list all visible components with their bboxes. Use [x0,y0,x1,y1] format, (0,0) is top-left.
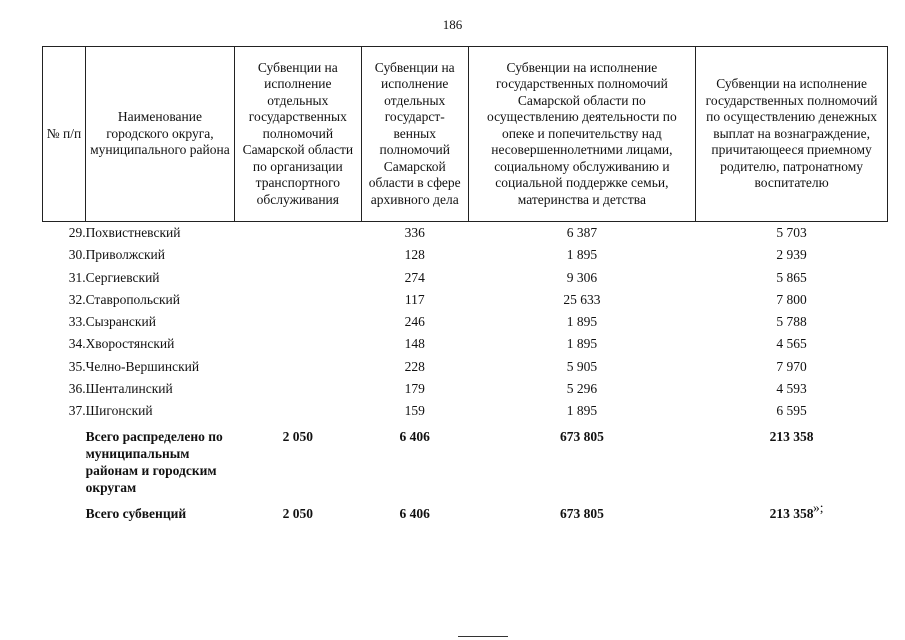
table-row [43,311,888,333]
row-name: Ставропольский [85,291,181,307]
row-number: 33. [68,314,86,330]
total-distributed-c1: 2 050 [282,428,314,444]
footer-dash [458,636,508,637]
row-number: 36. [68,381,86,397]
header-name: Наименование городского округа, муниципального района [86,47,235,222]
row-foster-payment-value: 2 939 [776,247,807,263]
row-name: Сызранский [85,314,156,330]
row-foster-payment-value: 5 703 [776,225,807,240]
table-row [43,400,888,422]
row-number: 32. [68,291,86,307]
header-transport-subvention: Субвенции на исполнение отдельных государственных полномочий Самарской области по организации транспортного обслуживания [234,47,361,222]
row-archive-value: 228 [404,358,425,374]
total-c3: 673 805 [559,505,604,521]
row-guardianship-value: 9 306 [566,269,598,285]
row-foster-payment-value: 5 788 [776,314,807,330]
totals-body [43,423,888,522]
table-header-row [43,47,888,222]
row-guardianship-value: 5 905 [566,358,598,374]
row-guardianship-value: 1 895 [566,314,598,330]
row-guardianship-value: 1 895 [566,336,598,352]
row-number: 35. [68,358,86,374]
subventions-table [42,46,888,522]
row-transport-value [234,333,361,355]
row-guardianship-value: 5 296 [566,381,598,397]
row-number: 31. [68,269,86,285]
row-archive-value: 148 [404,336,425,352]
row-archive-value: 128 [404,247,425,263]
table-body [43,222,888,423]
row-number: 29. [68,225,86,240]
table-row [43,267,888,289]
header-num: № п/п [43,47,86,222]
row-guardianship-value: 6 387 [566,225,598,240]
row-number: 34. [68,336,86,352]
total-label: Всего субвенций [85,505,187,521]
row-archive-value: 274 [404,269,425,285]
row-archive-value: 179 [404,381,425,397]
total-c2: 6 406 [399,505,430,521]
row-foster-payment-value: 4 593 [776,381,807,397]
row-name: Сергиевский [85,269,160,285]
total-distributed-c4: 213 358 [769,428,814,444]
row-number: 37. [68,403,86,419]
total-c4: 213 358 [769,505,814,521]
row-guardianship-value: 25 633 [563,291,601,307]
row-transport-value [234,267,361,289]
row-guardianship-value: 1 895 [566,403,598,419]
page-number: 186 [442,17,463,32]
row-name: Хворостянский [85,336,175,352]
total-distributed-c3: 673 805 [559,428,604,444]
row-name: Челно-Вершинский [85,358,200,374]
row-transport-value [234,244,361,266]
row-transport-value [234,378,361,400]
row-foster-payment-value: 7 970 [776,358,807,374]
row-name: Шенталинский [85,381,173,397]
row-foster-payment-value: 4 565 [776,336,807,352]
row-archive-value: 159 [404,403,425,419]
row-archive-value: 246 [404,314,425,330]
row-transport-value [234,289,361,311]
total-row [43,502,888,522]
total-distributed-c2: 6 406 [399,428,430,444]
total-c1: 2 050 [282,505,314,521]
table-row [43,244,888,266]
total-distributed-row [43,423,888,502]
row-archive-value: 336 [404,225,425,240]
row-transport-value [234,311,361,333]
header-foster-payment-subvention: Субвенции на исполнение государственных полномочий по осуществлению денежных выплат на вознаграждение, причитающееся приемному родителю, патронатному воспитателю [696,47,888,222]
row-transport-value [234,400,361,422]
row-name: Приволжский [85,247,165,263]
table-row [43,289,888,311]
header-archive-subvention: Субвенции на исполнение отдельных государст-венных полномочий Самарской области в сфере архивного дела [361,47,468,222]
table-row [43,378,888,400]
row-transport-value [234,356,361,378]
row-name: Шигонский [85,403,153,419]
row-foster-payment-value: 7 800 [776,291,807,307]
row-number: 30. [68,247,86,263]
table-row [43,356,888,378]
row-transport-value [234,222,361,245]
row-guardianship-value: 1 895 [566,247,598,263]
closing-quote-mark: »; [813,500,824,515]
header-guardianship-subvention: Субвенции на исполнение государственных полномочий Самарской области по осуществлению деятельности по опеке и попечительству над несовершеннолетними лицами, социальному обслуживанию и социальной поддержке семьи, материнства и детства [468,47,696,222]
table-row [43,333,888,355]
total-distributed-label: Всего распределено по муниципальным районам и городским округам [85,428,223,495]
table-row [43,222,888,245]
row-name: Похвистневский [85,225,181,240]
row-archive-value: 117 [404,291,425,307]
row-foster-payment-value: 5 865 [776,269,807,285]
row-foster-payment-value: 6 595 [776,403,807,419]
